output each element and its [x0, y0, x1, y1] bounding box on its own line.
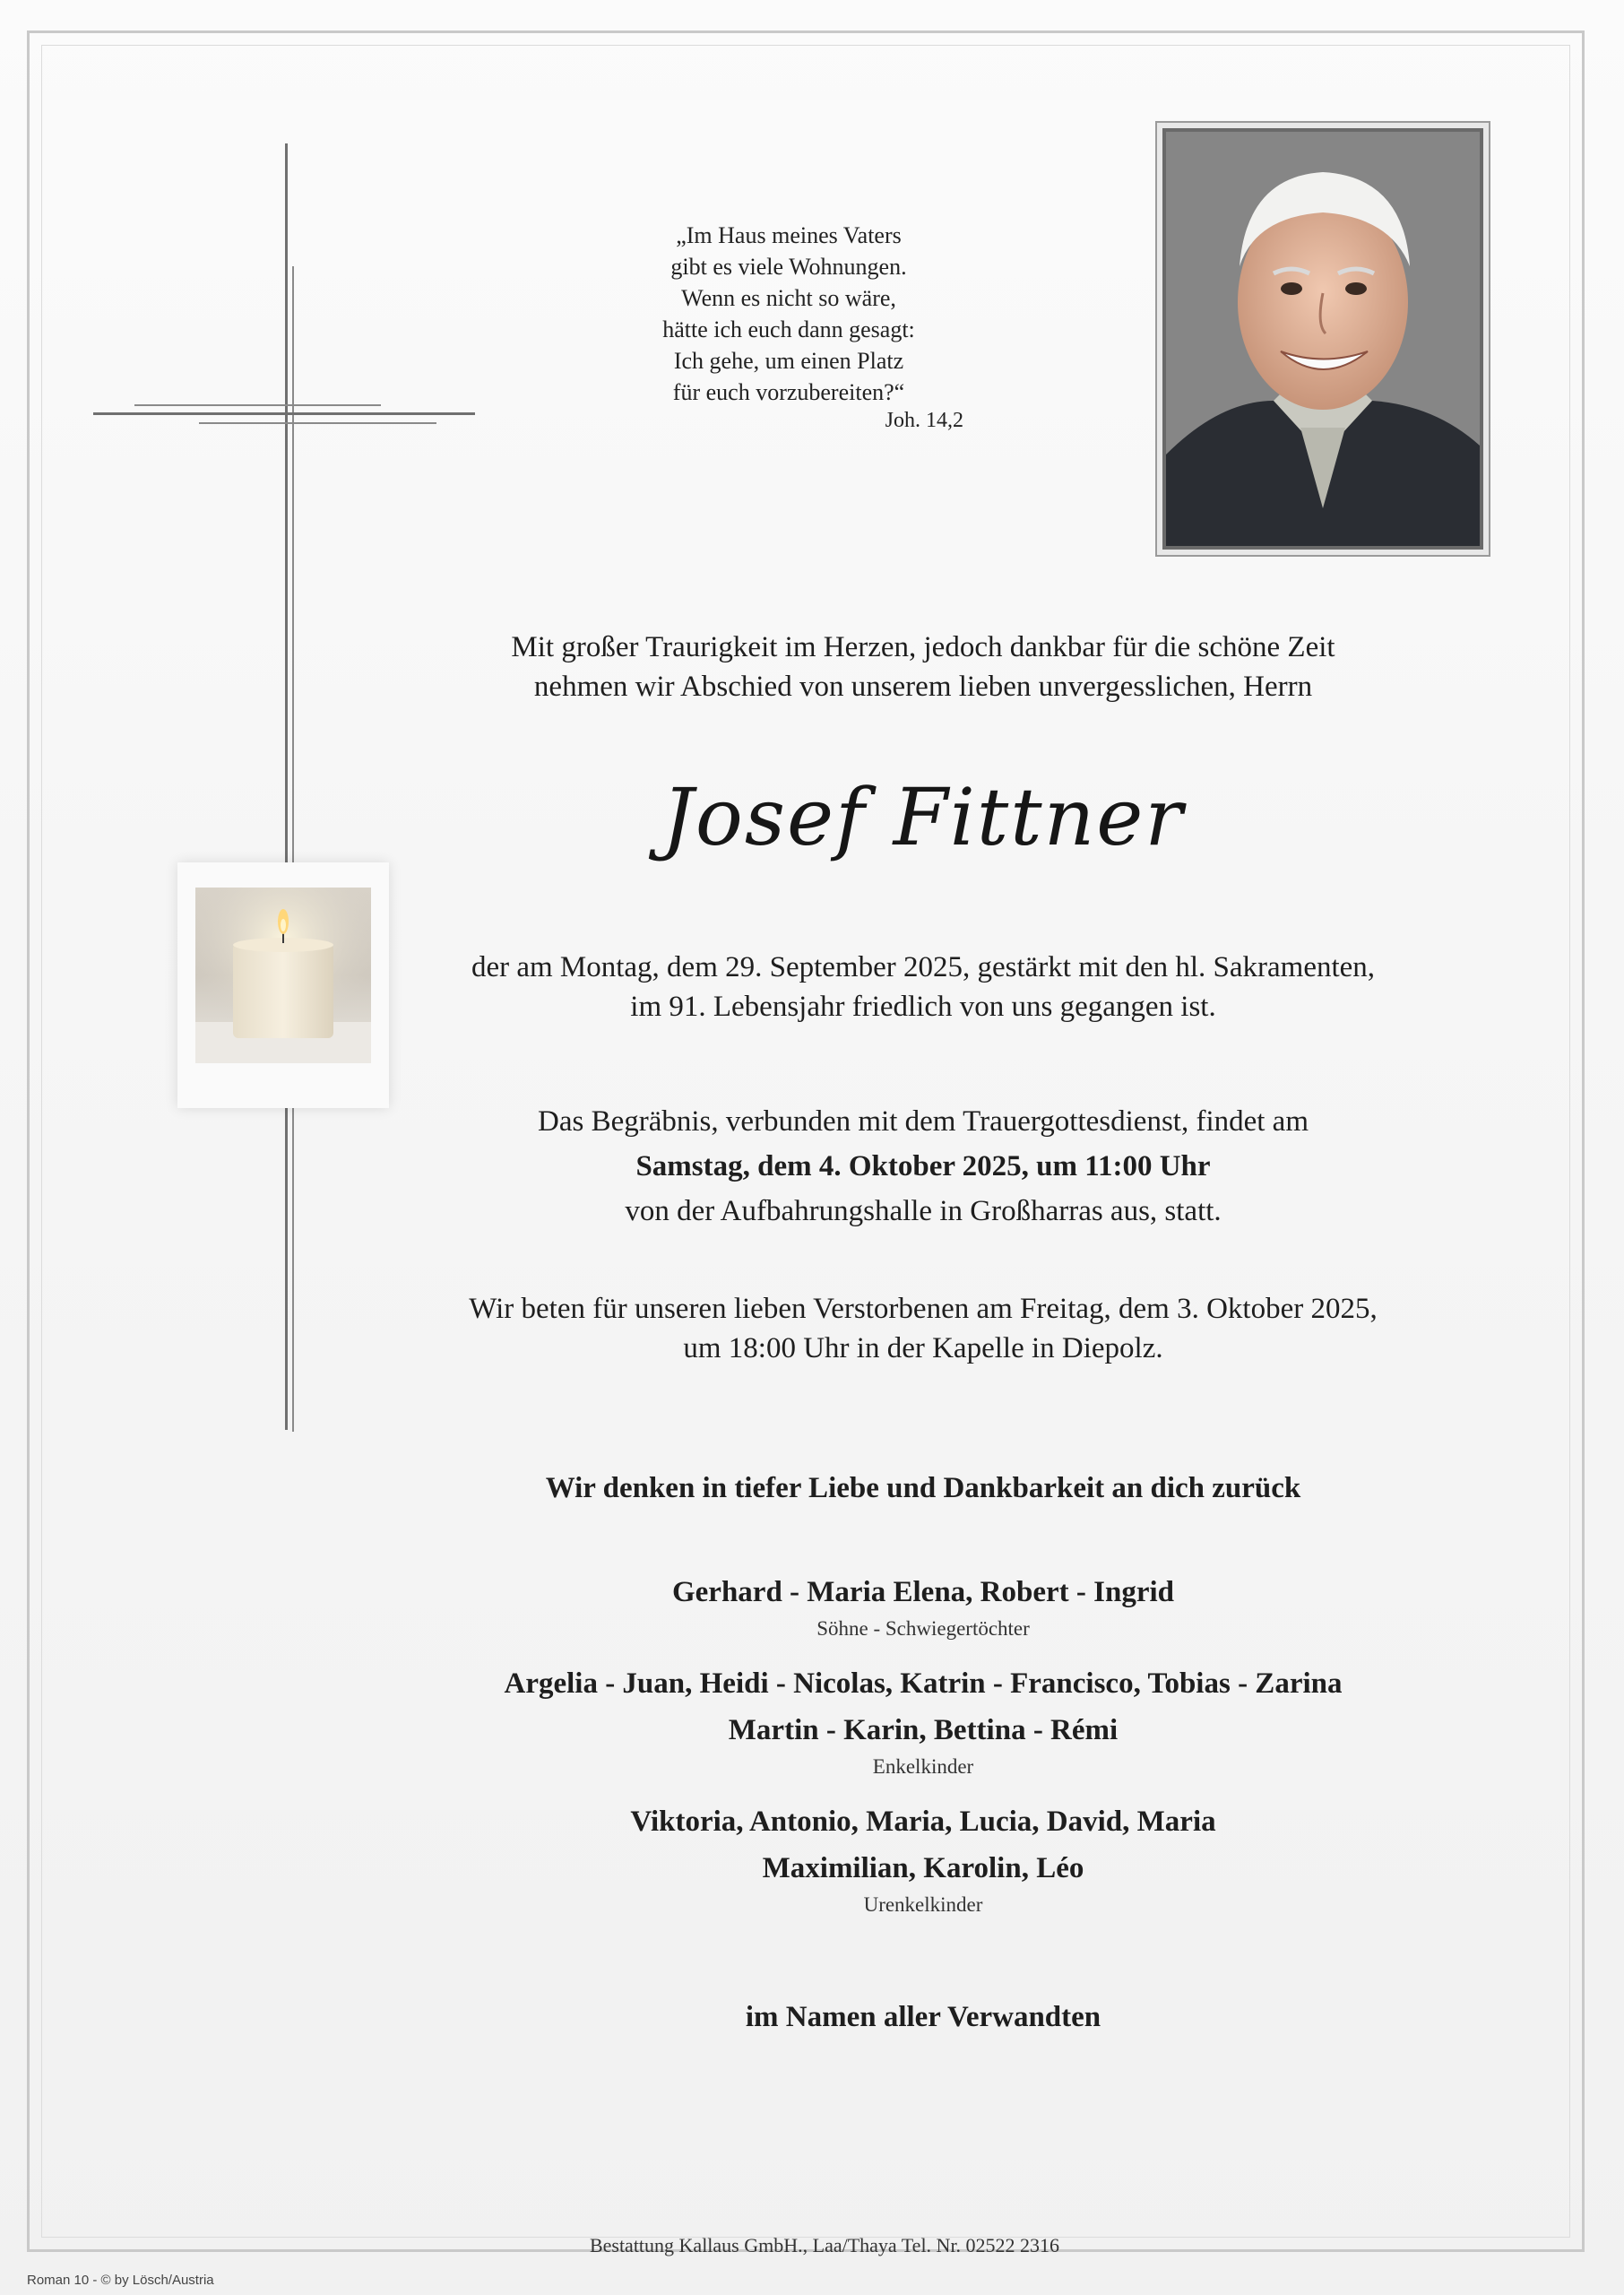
- remembrance-line: Wir denken in tiefer Liebe und Dankbarkeit an dich zurück: [545, 1472, 1301, 1504]
- quote-line: gibt es viele Wohnungen.: [670, 254, 907, 280]
- prayer-info: [394, 1289, 1452, 1368]
- funeral-info: [394, 1099, 1452, 1234]
- sons-role: Söhne - Schwiegertöchter: [816, 1617, 1030, 1640]
- intro-text: [394, 628, 1452, 706]
- grandchildren-role: Enkelkinder: [872, 1755, 974, 1778]
- funeral-line: Das Begräbnis, verbunden mit dem Trauergottesdienst, findet am: [538, 1105, 1309, 1138]
- candle-image: [195, 888, 371, 1063]
- great-grandchildren-role: Urenkelkinder: [863, 1893, 983, 1916]
- sons-names: Gerhard - Maria Elena, Robert - Ingrid: [671, 1576, 1175, 1608]
- quote-line: „Im Haus meines Vaters: [676, 222, 902, 248]
- deceased-name: Josef Fittner: [661, 771, 1185, 863]
- quote-line: Wenn es nicht so wäre,: [681, 285, 896, 311]
- great-grandchildren-names: Viktoria, Antonio, Maria, Lucia, David, Maria: [630, 1806, 1216, 1838]
- quote-line: hätte ich euch dann gesagt:: [662, 316, 915, 342]
- death-notice-line: im 91. Lebensjahr friedlich von uns gegangen ist.: [630, 991, 1216, 1023]
- portrait-photo: [1162, 128, 1483, 550]
- quote-line: Ich gehe, um einen Platz: [673, 348, 904, 374]
- quote-reference: Joh. 14,2: [885, 409, 963, 432]
- grandchildren-names: Martin - Karin, Bettina - Rémi: [728, 1714, 1119, 1746]
- family-list: [394, 1569, 1452, 1918]
- death-notice: [394, 948, 1452, 1026]
- closing-line: im Namen aller Verwandten: [745, 2001, 1101, 2033]
- intro-line: Mit großer Traurigkeit im Herzen, jedoch dankbar für die schöne Zeit: [511, 631, 1335, 663]
- funeral-line: von der Aufbahrungshalle in Großharras aus, statt.: [625, 1195, 1222, 1227]
- great-grandchildren-names: Maximilian, Karolin, Léo: [762, 1852, 1084, 1884]
- intro-line: nehmen wir Abschied von unserem lieben unvergesslichen, Herrn: [533, 671, 1313, 703]
- funeral-date-time: Samstag, dem 4. Oktober 2025, um 11:00 Uhr: [635, 1150, 1211, 1182]
- quote-line: für euch vorzubereiten?“: [672, 379, 905, 405]
- template-credit: Roman 10 - © by Lösch/Austria: [27, 2273, 214, 2288]
- death-notice-line: der am Montag, dem 29. September 2025, gestärkt mit den hl. Sakramenten,: [471, 951, 1376, 983]
- prayer-line: Wir beten für unseren lieben Verstorbenen am Freitag, dem 3. Oktober 2025,: [469, 1293, 1378, 1325]
- grandchildren-names: Argelia - Juan, Heidi - Nicolas, Katrin - Francisco, Tobias - Zarina: [504, 1667, 1343, 1700]
- bible-quote: [574, 220, 1004, 408]
- funeral-home-footer: Bestattung Kallaus GmbH., Laa/Thaya Tel. Nr. 02522 2316: [589, 2234, 1060, 2256]
- prayer-line: um 18:00 Uhr in der Kapelle in Diepolz.: [683, 1332, 1163, 1364]
